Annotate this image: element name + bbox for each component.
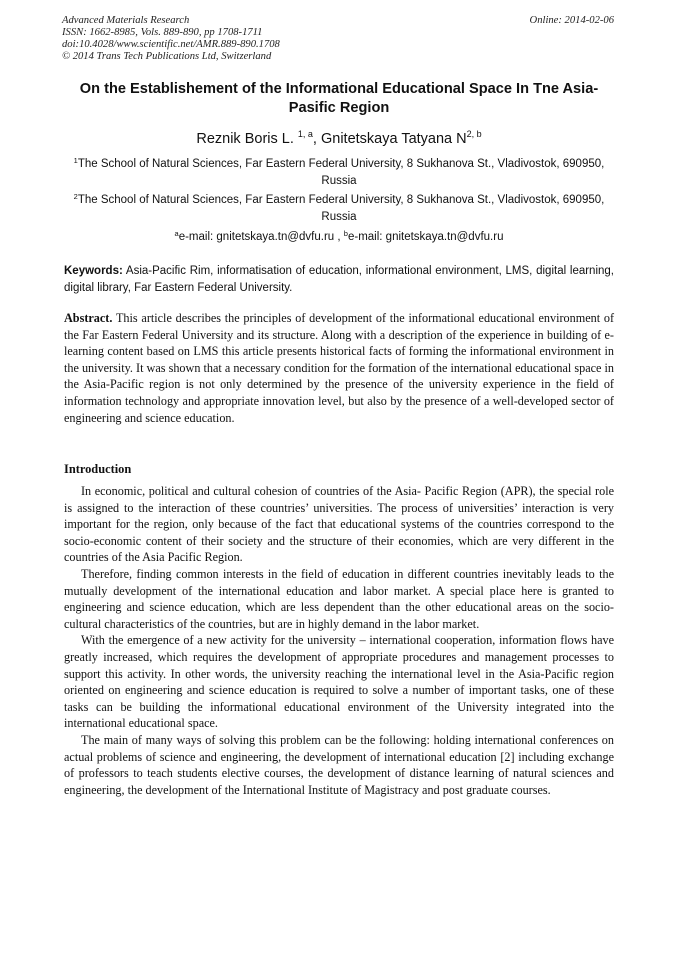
email-b: e-mail: gnitetskaya.tn@dvfu.ru [347,231,504,243]
issn-line: ISSN: 1662-8985, Vols. 889-890, pp 1708-1711 [62,27,263,38]
author-2: Gnitetskaya Tatyana N [320,131,467,147]
abstract-block [64,310,614,426]
paragraph: With the emergence of a new activity for the university – international cooperation, information flows have greatly increased, which requires the development of appropriate procedures and management processes to support this activity. In other words, the university reaching the international level in the Asia-Pacific region oriented on engineering and science education is required to solve a number of important tasks, one of these tasks can be building the informational educational environment of the University integrated into the international educational space. [64,633,614,731]
online-date: Online: 2014-02-06 [529,15,614,26]
affiliation-text: The School of Natural Sciences, Far Eastern Federal University, 8 Sukhanova St., Vladivostok, 690950, Russia [77,194,605,223]
email-line [64,229,614,245]
author-2-mark: 2, b [466,129,482,139]
affiliation-mark: 1 [73,156,78,165]
journal-header [62,15,422,63]
keywords-text: Asia-Pacific Rim, informatisation of education, informational environment, LMS, digital learning, digital library, Far Eastern Federal University. [64,265,614,294]
affiliation-2 [64,192,614,226]
author-line [64,130,614,148]
affiliation-mark: 2 [73,192,78,201]
section-heading-introduction: Introduction [64,462,132,476]
paragraph: Therefore, finding common interests in the field of education in different countries inevitably leads to the mutually development of the international education and labor market. A special place here is granted to engineering and science education, which are less dependent than the other educational areas on the socio-cultural characteristics of the countries, but are in highly demand in the labor market. [64,566,614,631]
email-a-mark: a [174,229,179,238]
journal-name: Advanced Materials Research [62,15,190,26]
email-a: e-mail: gnitetskaya.tn@dvfu.ru , [178,231,341,243]
author-1-mark: 1, a [297,129,313,139]
email-b-mark: b [343,229,348,238]
keywords-label: Keywords: [64,265,123,277]
author-separator: , [312,131,317,147]
introduction-body [64,483,614,798]
doi-line: doi:10.4028/www.scientific.net/AMR.889-890.1708 [62,39,280,50]
abstract-text: This article describes the principles of development of the informational educational environment of the Far Eastern Federal University and its structure. Along with a description of the experience in building of e-learning content based on LMS this article presents historical facts of forming the informational environment in the university. It was shown that a necessary condition for the formation of the international educational space in the Asia-Pacific region is not only determined by the presence of the university experience in the field of information technology and appropriate innovation level, but also by the presence of a well-developed sector of engineering and science education. [64,311,615,425]
keywords-block [64,263,614,297]
paragraph: The main of many ways of solving this problem can be the following: holding international conferences on actual problems of science and engineering, the development of international education [2] including exchange of professors to teach students elective courses, the development of distance learning of natural sciences and engineering, the development of the International Institute of Magistracy and post graduate courses. [64,732,614,797]
affiliation-text: The School of Natural Sciences, Far Eastern Federal University, 8 Sukhanova St., Vladivostok, 690950, Russia [77,158,605,187]
copyright-line: © 2014 Trans Tech Publications Ltd, Switzerland [62,51,272,62]
paper-title: On the Establishement of the Informational Educational Space In Tne Asia-Pasific Region [79,81,599,116]
author-1: Reznik Boris L. [196,131,294,147]
abstract-label: Abstract. [64,311,113,325]
paragraph: In economic, political and cultural cohesion of countries of the Asia- Pacific Region (APR), the special role is assigned to the interaction of these countries’ universities. The process of universities’ interaction is very important for the region, only because of the fact that educational systems of the countries correspond to the socio-economic content of their society and the structure of their economies, which are very different in the countries of the Asia Pacific Region. [64,484,614,565]
affiliation-1 [64,156,614,190]
